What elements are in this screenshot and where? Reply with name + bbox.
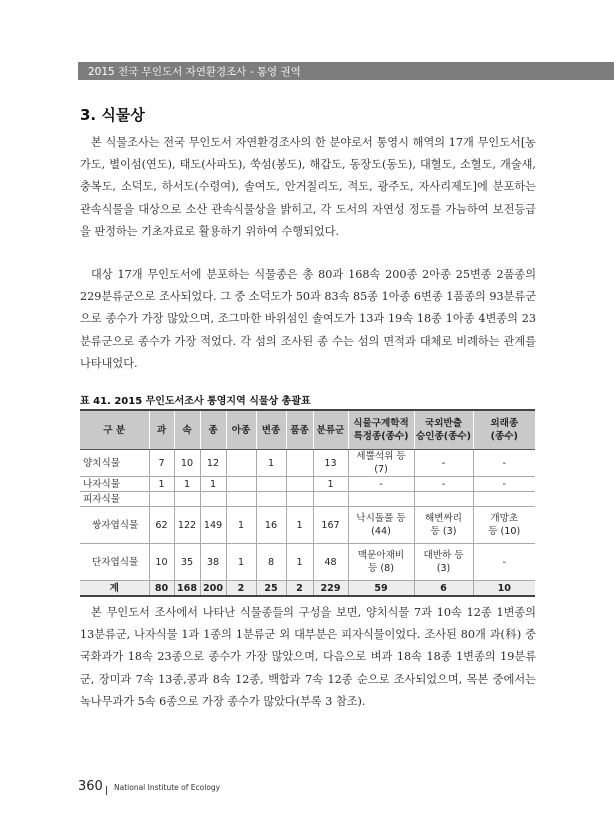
header-genus: 속 <box>174 410 200 450</box>
cell-name: 계 <box>80 581 149 597</box>
footer-organization: National Institute of Ecology <box>114 783 221 792</box>
table-row-monocot: 단자엽식물 10 35 38 1 8 1 48 맥문아재비 등 (8) 대반하 등 (3) - <box>80 544 535 581</box>
flora-summary-table <box>80 409 535 597</box>
table-row-total: 계 80 168 200 2 25 2 229 59 6 10 <box>80 581 535 597</box>
header-species: 종 <box>200 410 226 450</box>
header-alien-species: 외래종 (종수) <box>473 410 535 450</box>
paragraph-summary: 대상 17개 무인도서에 분포하는 식물종은 총 80과 168속 200종 2아종 25변종 2품종의 229분류군으로 조사되었다. 그 중 소덕도가 50과 83속 85종 1아종 6변종 1품종의 93분류군으로 종수가 가장 많았으며, 조그마한 바위섬인 솔여도가 13과 19속 18종 1아종 4변종의 23분류군으로 종수가 가장 적었다. 각 섬의 조사된 종 수는 섬의 면적과 대체로 비례하는 관계를 나타내었다. <box>80 268 536 370</box>
header-variety: 변종 <box>256 410 286 450</box>
table-row-angiosperm <box>80 492 535 507</box>
header-special-species: 식물구계학적 특정종(종수) <box>348 410 414 450</box>
header-export-approved: 국외반출 승인종(종수) <box>414 410 473 450</box>
header-group: 구 분 <box>80 410 149 450</box>
paragraph-intro: 본 식물조사는 전국 무인도서 자연환경조사의 한 분야로서 통영시 해역의 17개 무인도서[농가도, 별이섬(연도), 태도(사파도), 쑥섬(봉도), 해갑도, 동장도(동도), 대혈도, 소혈도, 개술섀, 충복도, 소덕도, 하서도(수령여), 솔여도, 안거칠리도, 적도, 광주도, 자사리제도]에 분포하는 관속식물을 대상으로 소산 관속식물상을 밝히고, 각 도서의 자연성 정도를 가늠하여 보전등급을 판정하는 기초자료로 활용하기 위하여 수행되었다. <box>80 136 536 238</box>
cell-name: 나자식물 <box>80 477 149 492</box>
table-row-dicot: 쌍자엽식물 62 122 149 1 16 1 167 낙시돌풀 등 (44) 해변싸리 등 (3) 개망초 등 (10) <box>80 507 535 544</box>
table-caption: 표 41. 2015 무인도서조사 통영지역 식물상 총괄표 <box>80 396 311 407</box>
header-form: 품종 <box>286 410 313 450</box>
table-header-row <box>80 410 535 450</box>
cell-name: 단자엽식물 <box>80 544 149 581</box>
cell-name: 양치식물 <box>80 450 149 477</box>
header-subspecies: 아종 <box>226 410 256 450</box>
section-title: 3. 식물상 <box>80 106 145 124</box>
header-family: 과 <box>149 410 174 450</box>
cell-name: 피자식물 <box>80 492 149 507</box>
running-header-title: 2015 전국 무인도서 자연환경조사 - 통영 권역 <box>88 66 301 78</box>
footer-divider <box>106 786 107 795</box>
cell-name: 쌍자엽식물 <box>80 507 149 544</box>
page-number: 360 <box>78 779 103 794</box>
table-row-gymnosperm: 나자식물 1 1 1 1 - - - <box>80 477 535 492</box>
paragraph-composition: 본 무인도서 조사에서 나타난 식물종들의 구성을 보면, 양치식물 7과 10속 12종 1변종의 13분류군, 나자식물 1과 1종의 1분류군 외 대부분은 피자식물이었다. 조사된 80개 과(科) 중 국화과가 18속 23종으로 종수가 가장 많았으며, 다음으로 벼과 18속 18종 1변종의 19분류군, 장미과 7속 13종,콩과 8속 12종, 백합과 7속 12종 순으로 조사되었으며, 목본 중에서는 녹나무과가 5속 6종으로 가장 종수가 많았다(부록 3 참조). <box>80 606 536 708</box>
table-row-fern: 양치식물 7 10 12 1 13 세뿔석위 등 (7) - - <box>80 450 535 477</box>
running-header-bar <box>78 62 614 80</box>
header-taxa: 분류군 <box>313 410 348 450</box>
